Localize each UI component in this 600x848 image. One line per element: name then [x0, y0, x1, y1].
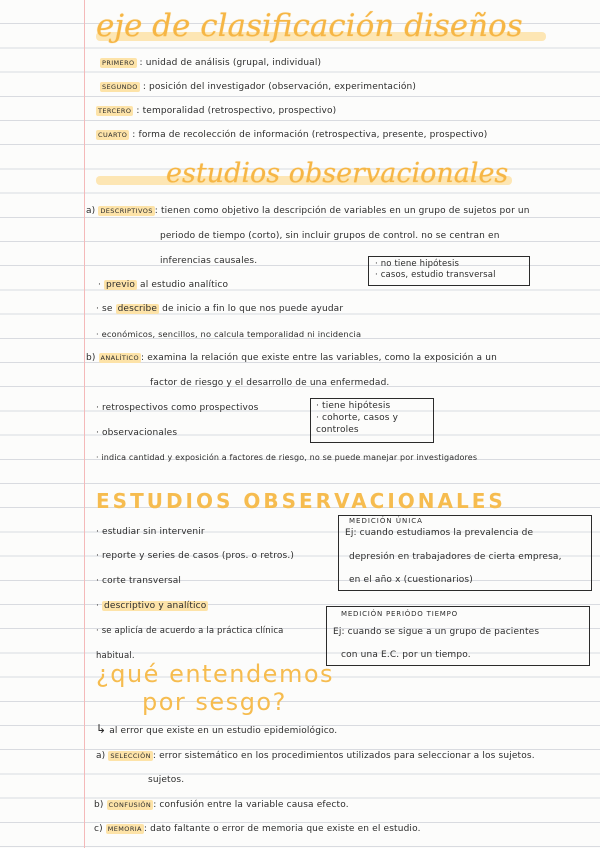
- analytic-bullet-1: · retrospectivos como prospectivos: [96, 403, 259, 413]
- descriptive-def-line3: inferencias causales.: [160, 256, 258, 266]
- classif-text: temporalidad (retrospectivo, prospectivo): [142, 106, 337, 116]
- analytic-box: [310, 398, 434, 443]
- title-classification: eje de clasificación diseños: [96, 8, 523, 44]
- obs-bullet-5: · se aplicía de acuerdo a la práctica clínica: [96, 626, 284, 636]
- title-bias-line2: por sesgo?: [142, 688, 287, 716]
- classif-item-1: PRIMERO : unidad de análisis (grupal, individual): [102, 58, 322, 68]
- list-marker: c): [94, 824, 103, 834]
- bullet-text: de inicio a fin lo que nos puede ayudar: [159, 304, 344, 314]
- descriptive-text: tienen como objetivo la descripción de variables en un grupo de sujetos por un: [160, 206, 530, 216]
- title-observational-caps: ESTUDIOS OBSERVACIONALES: [96, 489, 506, 513]
- obs-bullet-1: · estudiar sin intervenir: [96, 527, 205, 537]
- classif-label: TERCERO: [98, 107, 132, 115]
- bias-label: CONFUSIÓN: [108, 801, 152, 809]
- list-marker: b): [86, 353, 96, 363]
- classif-item-2: SEGUNDO : posición del investigador (observación, experimentación): [102, 82, 417, 92]
- classif-item-3: TERCERO : temporalidad (retrospectivo, prospectivo): [98, 106, 337, 116]
- obs-bullet-5-cont: habitual.: [96, 651, 135, 661]
- single-measure-box: [338, 515, 592, 591]
- classif-label: SEGUNDO: [102, 83, 138, 91]
- period-measure-box: [326, 606, 590, 666]
- box-line: depresión en trabajadores de cierta empresa,: [349, 552, 562, 562]
- analytic-bullet-3: · indica cantidad y exposición a factores de riesgo, no se puede manejar por investigadores: [96, 453, 478, 462]
- bias-label: SELECCIÓN: [110, 752, 151, 760]
- descriptive-def-line1: a) DESCRIPTIVOS : tienen como objetivo la descripción de variables en un grupo de sujetos por un: [86, 206, 530, 216]
- classif-text: posición del investigador (observación, experimentación): [149, 82, 417, 92]
- title-observational-studies: estudios observacionales: [166, 158, 509, 189]
- bias-text: confusión entre la variable causa efecto.: [159, 800, 349, 810]
- descriptive-def-line2: periodo de tiempo (corto), sin incluir grupos de control. no se centran en: [160, 231, 500, 241]
- bias-item-memory: c) MEMORIA : dato faltante o error de memoria que existe en el estudio.: [94, 824, 421, 834]
- box-line: controles: [316, 425, 359, 435]
- descriptive-bullet-2: [96, 304, 343, 314]
- bias-intro-text: al error que existe en un estudio epidemiológico.: [109, 726, 338, 736]
- classif-item-4: CUARTO : forma de recolección de información (retrospectiva, presente, prospectivo): [98, 130, 488, 140]
- title-bias-line1: ¿qué entendemos: [96, 660, 335, 688]
- box-title: MEDICIÓN ÚNICA: [349, 517, 423, 525]
- bullet-highlight: descriptivo y analítico: [104, 601, 207, 611]
- box-line: · no tiene hipótesis: [375, 259, 460, 269]
- bullet-dot: ·: [98, 280, 102, 290]
- box-title: MEDICIÓN PERIÓDO TIEMPO: [341, 610, 458, 618]
- classif-text: unidad de análisis (grupal, individual): [145, 58, 322, 68]
- descriptive-bullet-1: [98, 280, 228, 290]
- bias-text: dato faltante o error de memoria que existe en el estudio.: [150, 824, 421, 834]
- box-line: con una E.C. por un tiempo.: [341, 650, 471, 660]
- box-line: · casos, estudio transversal: [375, 270, 496, 280]
- box-line: Ej: cuando estudiamos la prevalencia de: [345, 528, 534, 538]
- analytic-text: examina la relación que existe entre las variables, como la exposición a un: [147, 353, 497, 363]
- bias-text: error sistemático en los procedimientos utilizados para seleccionar a los sujetos.: [159, 751, 535, 761]
- bias-item-confusion: b) CONFUSIÓN : confusión entre la variable causa efecto.: [94, 800, 349, 810]
- descriptive-box: [368, 256, 530, 286]
- classif-label: PRIMERO: [102, 59, 135, 67]
- bullet-text: al estudio analítico: [137, 280, 229, 290]
- obs-bullet-3: · corte transversal: [96, 576, 182, 586]
- bullet-dot: ·: [96, 601, 103, 611]
- bullet-highlight: describe: [117, 304, 158, 314]
- box-line: · cohorte, casos y: [316, 413, 399, 423]
- bias-item-selection: a) SELECCIÓN : error sistemático en los procedimientos utilizados para seleccionar a los sujetos.: [96, 751, 535, 761]
- arrow-icon: ↳: [96, 722, 107, 736]
- bias-intro: [96, 722, 337, 736]
- list-marker: a): [96, 751, 106, 761]
- bias-label: MEMORIA: [107, 825, 142, 833]
- analytic-bullet-2: · observacionales: [96, 428, 178, 438]
- analytic-def-line2: factor de riesgo y el desarrollo de una enfermedad.: [150, 378, 390, 388]
- analytic-label: ANALÍTICO: [100, 354, 139, 362]
- list-marker: b): [94, 800, 104, 810]
- bullet-highlight: previo: [106, 280, 136, 290]
- bullet-text: · se: [96, 304, 116, 314]
- descriptive-label: DESCRIPTIVOS: [100, 207, 153, 215]
- descriptive-bullet-3: · económicos, sencillos, no calcula temporalidad ni incidencia: [96, 329, 362, 339]
- box-line: en el año x (cuestionarios): [349, 575, 473, 585]
- box-line: Ej: cuando se sigue a un grupo de pacientes: [333, 627, 540, 637]
- list-marker: a): [86, 206, 96, 216]
- obs-bullet-4: [96, 601, 208, 611]
- classif-label: CUARTO: [98, 131, 128, 139]
- bias-item-selection-cont: sujetos.: [148, 775, 185, 785]
- obs-bullet-2: · reporte y series de casos (pros. o retros.): [96, 551, 295, 561]
- classif-text: forma de recolección de información (retrospectiva, presente, prospectivo): [138, 130, 488, 140]
- analytic-def-line1: b) ANALÍTICO : examina la relación que existe entre las variables, como la exposición a un: [86, 353, 497, 363]
- box-line: · tiene hipótesis: [316, 401, 391, 411]
